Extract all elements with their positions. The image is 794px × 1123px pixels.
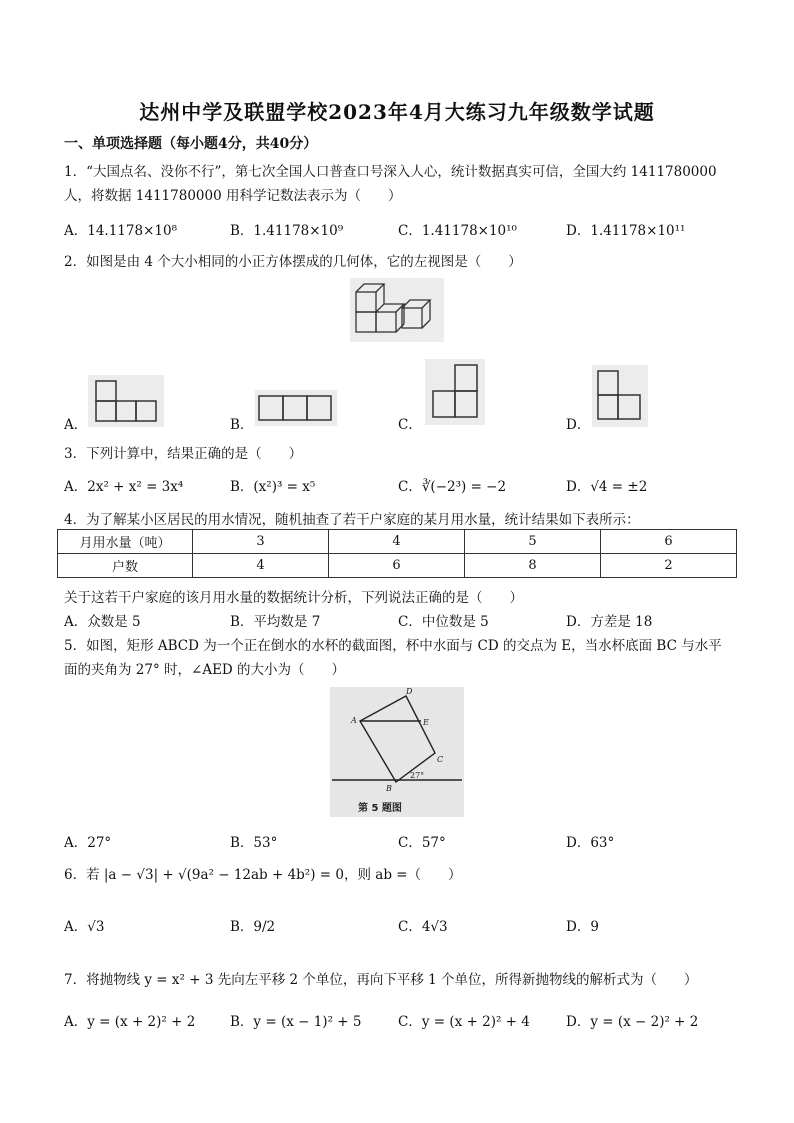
table-cell: 4 [193, 554, 329, 578]
q5-option-a[interactable]: A．27° [64, 835, 112, 851]
q3-stem: 3．下列计算中，结果正确的是（ ） [64, 446, 303, 462]
q5-option-b[interactable]: B．53° [230, 835, 278, 851]
q4-option-b[interactable]: B．平均数是 7 [230, 614, 321, 630]
table-cell: 2 [601, 554, 737, 578]
table-row [58, 554, 737, 578]
q5-figure [330, 687, 464, 817]
section-heading: 一、单项选择题（每小题4分，共40分） [64, 136, 318, 152]
q2-stem: 2．如图是由 4 个大小相同的小正方体摆成的几何体，它的左视图是（ ） [64, 254, 522, 270]
q5-line2: 面的夹角为 27° 时，∠AED 的大小为（ ） [64, 662, 346, 678]
q3-option-c[interactable]: C．∛(−2³) = −2 [398, 479, 507, 495]
cube-stack-figure [350, 278, 444, 342]
q7-option-b[interactable]: B．y = (x − 1)² + 5 [230, 1014, 362, 1030]
q4-after-text: 关于这若干户家庭的该月用水量的数据统计分析，下列说法正确的是（ ） [64, 590, 523, 606]
q5-line1: 5．如图，矩形 ABCD 为一个正在倒水的水杯的截面图，杯中水面与 CD 的交点为 E，当水杯底面 BC 与水平 [64, 638, 722, 654]
q4-option-a[interactable]: A．众数是 5 [64, 614, 141, 630]
q5-option-d[interactable]: D．63° [566, 835, 615, 851]
q2-option-a-image[interactable] [88, 375, 164, 427]
angle-label: 27° [410, 771, 425, 780]
point-label-b: B [386, 784, 392, 793]
tilted-cup-diagram [330, 687, 464, 817]
q2-option-c-label[interactable]: C． [398, 417, 422, 433]
q6-stem: 6．若 |a − √3| + √(9a² − 12ab + 4b²) = 0，则 ab =（ ） [64, 867, 462, 883]
q4-stem: 4．为了解某小区居民的用水情况，随机抽查了若干户家庭的某月用水量，统计结果如下表所示： [64, 512, 640, 528]
q4-water-table [57, 529, 737, 578]
q3-option-a[interactable]: A．2x² + x² = 3x⁴ [64, 479, 184, 495]
q2-option-d-image[interactable] [592, 365, 648, 427]
figure-caption: 第 5 题图 [358, 803, 402, 814]
q1-option-d[interactable]: D．1.41178×10¹¹ [566, 223, 686, 239]
table-cell: 户数 [58, 554, 193, 578]
table-cell: 6 [601, 530, 737, 554]
q5-option-c[interactable]: C．57° [398, 835, 446, 851]
q4-option-d[interactable]: D．方差是 18 [566, 614, 653, 630]
table-cell: 3 [193, 530, 329, 554]
q7-option-a[interactable]: A．y = (x + 2)² + 2 [64, 1014, 196, 1030]
point-label-e: E [423, 718, 429, 727]
table-row [58, 530, 737, 554]
q6-option-c[interactable]: C．4√3 [398, 919, 448, 935]
q2-option-c-image[interactable] [425, 359, 485, 425]
q1-line1: 1．“大国点名、没你不行”，第七次全国人口普查口号深入人心，统计数据真实可信，全国大约 1411780000 [64, 164, 717, 180]
q6-option-d[interactable]: D．9 [566, 919, 599, 935]
q1-option-a[interactable]: A．14.1178×10⁸ [64, 223, 177, 239]
table-cell: 6 [329, 554, 465, 578]
table-cell: 5 [465, 530, 601, 554]
q2-solid-figure [350, 278, 444, 342]
point-label-a: A [351, 716, 357, 725]
q2-option-d-label[interactable]: D． [566, 417, 591, 433]
point-label-c: C [437, 755, 444, 764]
q6-option-b[interactable]: B．9/2 [230, 919, 276, 935]
q7-option-d[interactable]: D．y = (x − 2)² + 2 [566, 1014, 699, 1030]
q3-option-d[interactable]: D．√4 = ±2 [566, 479, 648, 495]
q2-option-a-label[interactable]: A． [64, 417, 88, 433]
q1-option-c[interactable]: C．1.41178×10¹⁰ [398, 223, 517, 239]
table-cell: 4 [329, 530, 465, 554]
table-cell: 月用水量（吨） [58, 530, 193, 554]
q1-option-b[interactable]: B．1.41178×10⁹ [230, 223, 344, 239]
q2-option-b-image[interactable] [255, 390, 337, 426]
q6-option-a[interactable]: A．√3 [64, 919, 105, 935]
q7-option-c[interactable]: C．y = (x + 2)² + 4 [398, 1014, 530, 1030]
q1-line2: 人，将数据 1411780000 用科学记数法表示为（ ） [64, 188, 402, 204]
q4-option-c[interactable]: C．中位数是 5 [398, 614, 489, 630]
page-title: 达州中学及联盟学校2023年4月大练习九年级数学试题 [139, 100, 655, 124]
q7-stem: 7．将抛物线 y = x² + 3 先向左平移 2 个单位，再向下平移 1 个单位，所得新抛物线的解析式为（ ） [64, 972, 698, 988]
q3-option-b[interactable]: B．(x²)³ = x⁵ [230, 479, 316, 495]
table-cell: 8 [465, 554, 601, 578]
point-label-d: D [406, 687, 413, 696]
q2-option-b-label[interactable]: B． [230, 417, 254, 433]
